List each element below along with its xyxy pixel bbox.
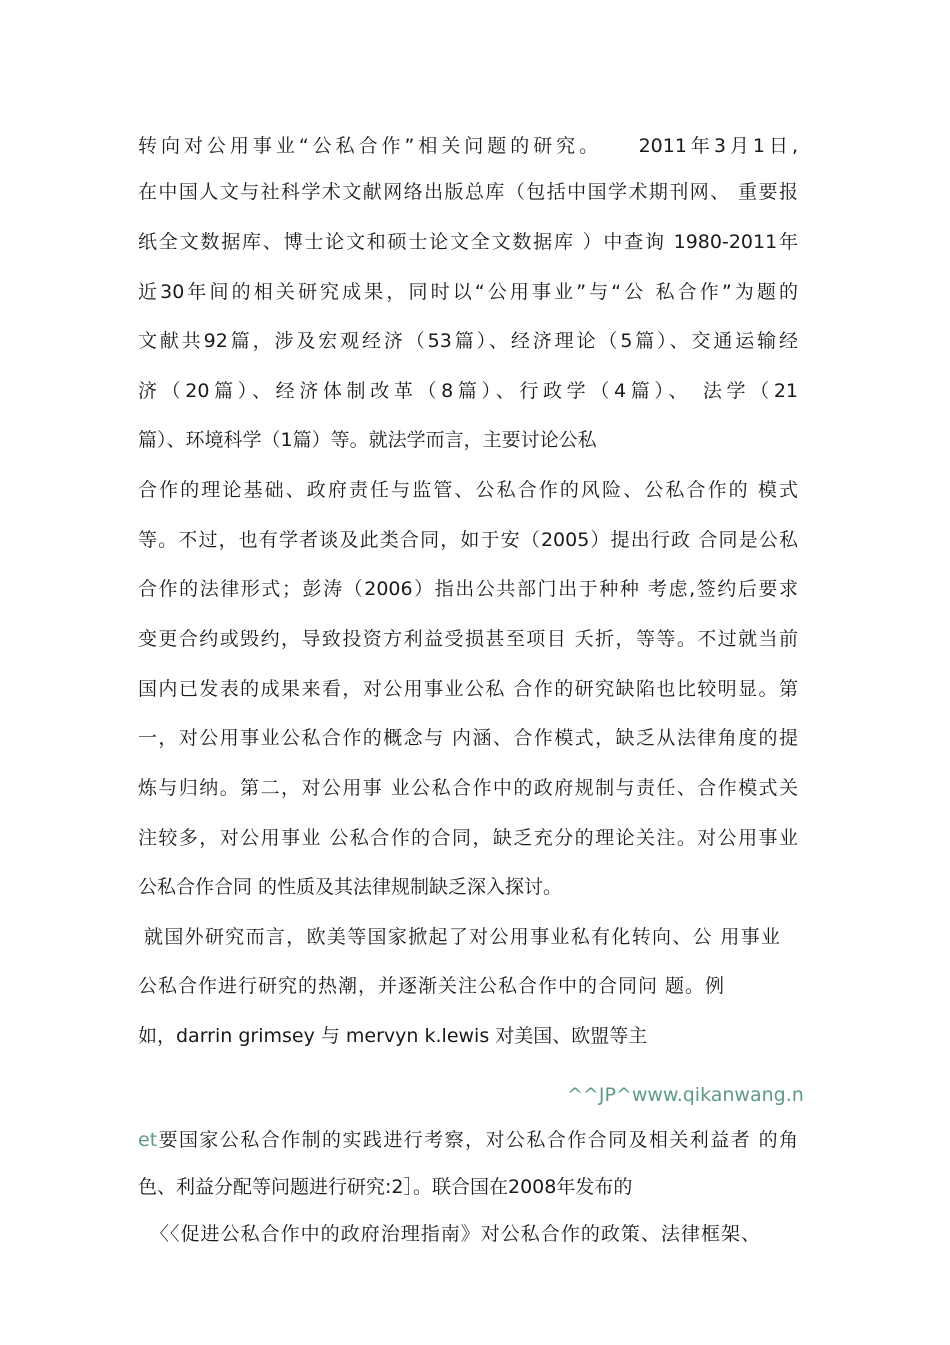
text-line-20 bbox=[138, 1128, 798, 1152]
text-line-19: 如，darrin grimsey 与 mervyn k.lewis 对美国、欧盟等主 bbox=[138, 1025, 648, 1047]
text-line-10: 合作的法律形式；彭涛（2006）指出公共部门出于种种 考虑,签约后要求 bbox=[138, 578, 798, 600]
text-line-9: 等。不过，也有学者谈及此类合同，如于安（2005）提出行政 合同是公私 bbox=[138, 529, 798, 551]
text-line-22: 〈〈促进公私合作中的政府治理指南》对公私合作的政策、法律框架、 bbox=[150, 1223, 760, 1245]
text-line-3: 纸全文数据库、博士论文和硕士论文全文数据库 ）中查询 1980-2011年 bbox=[138, 231, 798, 253]
watermark-url-tail: et bbox=[138, 1129, 158, 1151]
text-line-5: 文献共92篇，涉及宏观经济（53篇）、经济理论（5篇）、交通运输经 bbox=[138, 330, 798, 352]
text-line-15: 注较多，对公用事业 公私合作的合同，缺乏充分的理论关注。对公用事业 bbox=[138, 827, 798, 849]
text-line-4: 近30年间的相关研究成果，同时以“公用事业”与“公 私合作”为题的 bbox=[138, 281, 798, 303]
text-line-20-body: 要国家公私合作制的实践进行考察，对公私合作合同及相关利益者 的角 bbox=[157, 1129, 798, 1151]
text-line-14: 炼与归纳。第二，对公用事 业公私合作中的政府规制与责任、合作模式关 bbox=[138, 777, 798, 799]
watermark-url: ^^JP^www.qikanwang.n bbox=[567, 1084, 804, 1106]
text-line-18: 公私合作进行研究的热潮，并逐渐关注公私合作中的合同问 题。例 bbox=[138, 975, 724, 997]
text-line-2: 在中国人文与社科学术文献网络出版总库（包括中国学术期刊网、 重要报 bbox=[138, 181, 798, 203]
text-line-8: 合作的理论基础、政府责任与监管、公私合作的风险、公私合作的 模式 bbox=[138, 479, 798, 501]
text-line-17: 就国外研究而言，欧美等国家掀起了对公用事业私有化转向、公 用事业 bbox=[144, 926, 780, 948]
text-line-21: 色、利益分配等问题进行研究:2］。联合国在2008年发布的 bbox=[138, 1176, 633, 1198]
text-line-6: 济（20篇）、经济体制改革（8篇）、行政学（4篇）、 法学（21 bbox=[138, 380, 798, 402]
text-line-13: 一，对公用事业公私合作的概念与 内涵、合作模式，缺乏从法律角度的提 bbox=[138, 727, 798, 749]
text-line-12: 国内已发表的成果来看，对公用事业公私 合作的研究缺陷也比较明显。第 bbox=[138, 678, 798, 700]
text-line-16: 公私合作合同 的性质及其法律规制缺乏深入探讨。 bbox=[138, 876, 563, 898]
text-line-1: 转向对公用事业“公私合作”相关问题的研究。 2011年3月1日, bbox=[138, 135, 798, 157]
text-line-7: 篇）、环境科学（1篇）等。就法学而言，主要讨论公私 bbox=[138, 429, 597, 451]
text-line-11: 变更合约或毁约，导致投资方利益受损甚至项目 夭折，等等。不过就当前 bbox=[138, 628, 798, 650]
